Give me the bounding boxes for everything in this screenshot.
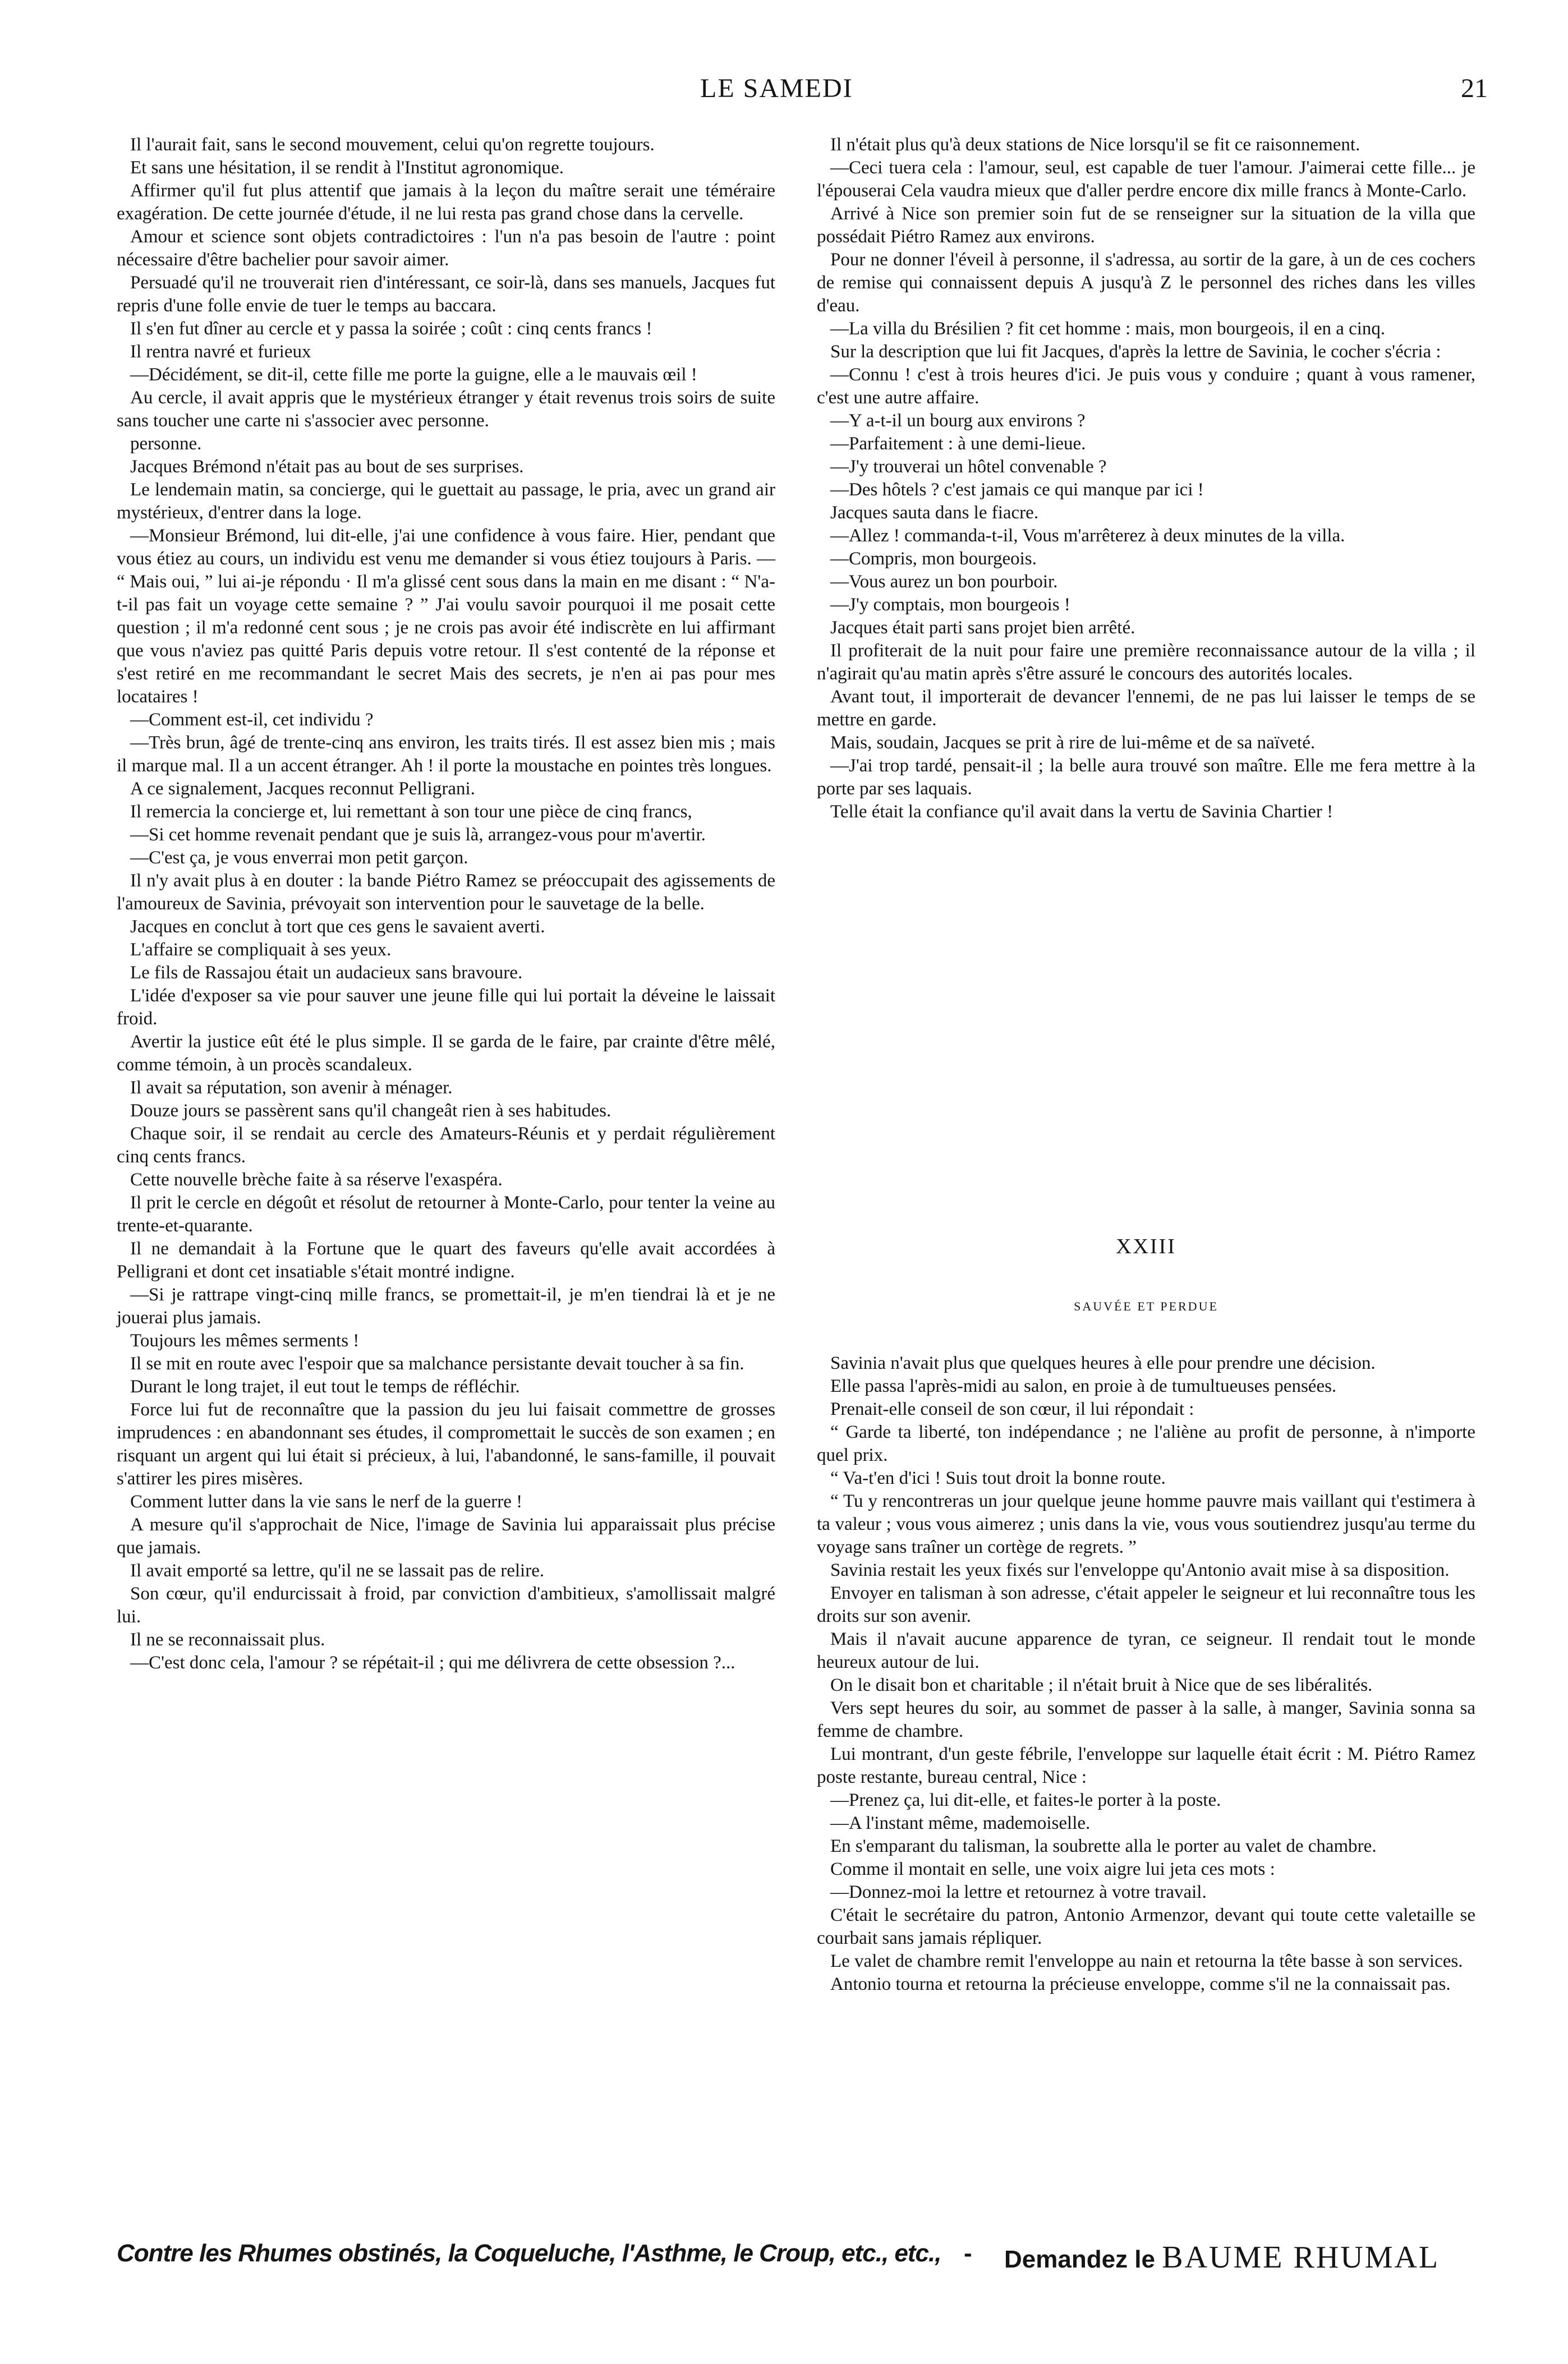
paragraph: En s'emparant du talisman, la soubrette alla le porter au valet de chambre. [830, 1836, 1377, 1856]
right-column-upper [817, 134, 1475, 824]
paragraph: Pour ne donner l'éveil à personne, il s'adressa, au sortir de la gare, à un de ces cochers de remise qui connaissent depuis A jusqu'à Z le personnel des riches dans les villes d'eau. [817, 250, 1475, 316]
paragraph: —La villa du Brésilien ? fit cet homme : mais, mon bourgeois, il en a cinq. [830, 319, 1386, 339]
chapter-title: SAUVÉE ET PERDUE [1074, 1299, 1218, 1313]
paragraph: Comment lutter dans la vie sans le nerf de la guerre ! [130, 1492, 523, 1512]
paragraph: L'idée d'exposer sa vie pour sauver une jeune fille qui lui portait la déveine le laissait froid. [117, 986, 775, 1029]
paragraph: Il l'aurait fait, sans le second mouvement, celui qu'on regrette toujours. [130, 135, 655, 155]
paragraph: Il ne demandait à la Fortune que le quart des faveurs qu'elle avait accordées à Pelligrani et dont cet insatiable s'était montré indigne. [117, 1239, 775, 1282]
paragraph: —Connu ! c'est à trois heures d'ici. Je puis vous y conduire ; quant à vous ramener, c'est une autre affaire. [817, 365, 1475, 408]
paragraph: —Prenez ça, lui dit-elle, et faites-le porter à la poste. [830, 1790, 1221, 1810]
paragraph: —Comment est-il, cet individu ? [130, 710, 374, 730]
paragraph: —J'y trouverai un hôtel convenable ? [830, 457, 1107, 477]
paragraph: Sur la description que lui fit Jacques, d'après la lettre de Savinia, le cocher s'écria : [830, 342, 1441, 362]
paragraph: Envoyer en talisman à son adresse, c'était appeler le seigneur et lui reconnaître tous les droits sur son avenir. [817, 1583, 1475, 1626]
paragraph: Il ne se reconnaissait plus. [130, 1630, 325, 1650]
paragraph: Il remercia la concierge et, lui remettant à son tour une pièce de cinq francs, [130, 802, 692, 822]
paragraph: Son cœur, qu'il endurcissait à froid, par conviction d'ambitieux, s'amollissait malgré lui. [117, 1584, 775, 1627]
paragraph: —Des hôtels ? c'est jamais ce qui manque par ici ! [830, 480, 1204, 500]
paragraph: Toujours les mêmes serments ! [130, 1331, 360, 1351]
paragraph: “ Tu y rencontreras un jour quelque jeune homme pauvre mais vaillant qui t'estimera à ta valeur ; vous vous aimerez ; unis dans la vie, vous vous soutiendrez jusqu'au terme du voyage sans traîner un cortège de regrets. ” [817, 1491, 1475, 1557]
paragraph: Comme il montait en selle, une voix aigre lui jeta ces mots : [830, 1859, 1275, 1879]
paragraph: —Y a-t-il un bourg aux environs ? [830, 411, 1086, 431]
paragraph: —Très brun, âgé de trente-cinq ans environ, les traits tirés. Il est assez bien mis ; mais il marque mal. Il a un accent étranger. Ah ! il porte la moustache en pointes très longues. [117, 733, 775, 776]
paragraph: Force lui fut de reconnaître que la passion du jeu lui faisait commettre de grosses imprudences : en abandonnant ses études, il compromettait le succès de son examen ; en risquant un argent qui lui était si précieux, à lui, l'abandonné, le sans-famille, il pouvait s'attirer les pires misères. [117, 1400, 775, 1489]
footer-ad-prefix: Demandez le [1004, 2246, 1155, 2273]
paragraph: Le valet de chambre remit l'enveloppe au nain et retourna la tête basse à son services. [830, 1951, 1463, 1971]
footer-ad-left: Contre les Rhumes obstinés, la Coqueluche, l'Asthme, le Croup, etc., etc., [117, 2239, 941, 2267]
paragraph: —Décidément, se dit-il, cette fille me porte la guigne, elle a le mauvais œil ! [130, 365, 697, 385]
paragraph: Lui montrant, d'un geste fébrile, l'enveloppe sur laquelle était écrit : M. Piétro Ramez poste restante, bureau central, Nice : [817, 1744, 1475, 1787]
paragraph: Et sans une hésitation, il se rendit à l'Institut agronomique. [130, 158, 564, 178]
paragraph: —Monsieur Brémond, lui dit-elle, j'ai une confidence à vous faire. Hier, pendant que vous étiez au cours, un individu est venu me demander si vous étiez toujours à Paris. — “ Mais oui, ” lui ai-je répondu · Il m'a glissé cent sous dans la main en me disant : “ N'a-t-il pas fait un voyage cette semaine ? ” J'ai voulu savoir pourquoi il me posait cette question ; il m'a redonné cent sous ; je ne crois pas avoir été indiscrète en lui affirmant que vous n'aviez pas quitté Paris depuis votre retour. Il s'est contenté de la réponse et s'est retiré en me recommandant le secret Mais des secrets, je n'en ai pas pour mes locataires ! [117, 526, 775, 707]
page-header-title: LE SAMEDI [700, 73, 853, 103]
paragraph: —Allez ! commanda-t-il, Vous m'arrêterez à deux minutes de la villa. [830, 526, 1345, 546]
paragraph: Jacques sauta dans le fiacre. [830, 503, 1039, 523]
paragraph: Jacques était parti sans projet bien arrêté. [830, 618, 1135, 638]
paragraph: —Si cet homme revenait pendant que je suis là, arrangez-vous pour m'avertir. [130, 825, 706, 845]
paragraph: Elle passa l'après-midi au salon, en proie à de tumultueuses pensées. [830, 1376, 1337, 1396]
paragraph: Il rentra navré et furieux [130, 342, 311, 362]
paragraph: Il s'en fut dîner au cercle et y passa la soirée ; coût : cinq cents francs ! [130, 319, 652, 339]
paragraph: personne. [130, 434, 202, 454]
paragraph: C'était le secrétaire du patron, Antonio Armenzor, devant qui toute cette valetaille se courbait sans jamais répliquer. [817, 1905, 1475, 1948]
paragraph: Mais il n'avait aucune apparence de tyran, ce seigneur. Il rendait tout le monde heureux autour de lui. [817, 1629, 1475, 1672]
paragraph: —J'ai trop tardé, pensait-il ; la belle aura trouvé son maître. Elle me fera mettre à la porte par ses laquais. [817, 756, 1475, 799]
chapter-number: XXIII [1116, 1235, 1176, 1258]
paragraph: Le fils de Rassajou était un audacieux sans bravoure. [130, 963, 523, 983]
paragraph: Telle était la confiance qu'il avait dans la vertu de Savinia Chartier ! [830, 802, 1334, 822]
paragraph: Il profiterait de la nuit pour faire une première reconnaissance autour de la villa ; il n'agirait qu'au matin après s'être assuré le concours des autorités locales. [817, 641, 1475, 684]
footer-ad-brand: BAUME RHUMAL [1162, 2240, 1440, 2275]
paragraph: —Parfaitement : à une demi-lieue. [830, 434, 1086, 454]
paragraph: Amour et science sont objets contradictoires : l'un n'a pas besoin de l'autre : point nécessaire d'être bachelier pour savoir aimer. [117, 227, 775, 270]
paragraph: Douze jours se passèrent sans qu'il changeât rien à ses habitudes. [130, 1101, 611, 1121]
footer-ad-right [1004, 2239, 1565, 2275]
paragraph: Persuadé qu'il ne trouverait rien d'intéressant, ce soir-là, dans ses manuels, Jacques fut repris d'une folle envie de tuer le temps au baccara. [117, 273, 775, 316]
paragraph: Il avait sa réputation, son avenir à ménager. [130, 1078, 453, 1098]
paragraph: Arrivé à Nice son premier soin fut de se renseigner sur la situation de la villa que possédait Piétro Ramez aux environs. [817, 204, 1475, 247]
paragraph: —C'est donc cela, l'amour ? se répétait-il ; qui me délivrera de cette obsession ?... [130, 1653, 735, 1673]
paragraph: —Ceci tuera cela : l'amour, seul, est capable de tuer l'amour. J'aimerai cette fille... je l'épouserai Cela vaudra mieux que d'aller perdre encore dix mille francs à Monte-Carlo. [817, 158, 1475, 201]
paragraph: Il se mit en route avec l'espoir que sa malchance persistante devait toucher à sa fin. [130, 1354, 744, 1374]
paragraph: Savinia restait les yeux fixés sur l'enveloppe qu'Antonio avait mise à sa disposition. [830, 1560, 1450, 1580]
paragraph: Avant tout, il importerait de devancer l'ennemi, de ne pas lui laisser le temps de se mettre en garde. [817, 687, 1475, 730]
paragraph: A ce signalement, Jacques reconnut Pelligrani. [130, 779, 475, 799]
paragraph: Il avait emporté sa lettre, qu'il ne se lassait pas de relire. [130, 1561, 545, 1581]
paragraph: —Donnez-moi la lettre et retournez à votre travail. [830, 1882, 1207, 1902]
paragraph: Jacques Brémond n'était pas au bout de ses surprises. [130, 457, 524, 477]
paragraph: Savinia n'avait plus que quelques heures à elle pour prendre une décision. [830, 1353, 1376, 1373]
paragraph: Affirmer qu'il fut plus attentif que jamais à la leçon du maître serait une téméraire exagération. De cette journée d'étude, il ne lui resta pas grand chose dans la cervelle. [117, 181, 775, 224]
paragraph: —J'y comptais, mon bourgeois ! [830, 595, 1070, 615]
paragraph: —Vous aurez un bon pourboir. [830, 572, 1058, 592]
paragraph: —Compris, mon bourgeois. [830, 549, 1037, 569]
paragraph: Mais, soudain, Jacques se prit à rire de lui-même et de sa naïveté. [830, 733, 1316, 753]
paragraph: Chaque soir, il se rendait au cercle des Amateurs-Réunis et y perdait régulièrement cinq cents francs. [117, 1124, 775, 1167]
footer-ad-dash: - [964, 2239, 972, 2267]
right-column-lower [817, 1352, 1475, 1996]
paragraph: On le disait bon et charitable ; il n'était bruit à Nice que de ses libéralités. [830, 1675, 1373, 1695]
paragraph: —Si je rattrape vingt-cinq mille francs, se promettait-il, je m'en tiendrai là et je ne jouerai plus jamais. [117, 1285, 775, 1328]
paragraph: “ Garde ta liberté, ton indépendance ; ne l'aliène au profit de personne, à n'importe quel prix. [817, 1422, 1475, 1465]
paragraph: Il prit le cercle en dégoût et résolut de retourner à Monte-Carlo, pour tenter la veine au trente-et-quarante. [117, 1193, 775, 1236]
paragraph: “ Va-t'en d'ici ! Suis tout droit la bonne route. [830, 1468, 1166, 1488]
paragraph: Il n'était plus qu'à deux stations de Nice lorsqu'il se fit ce raisonnement. [830, 135, 1360, 155]
paragraph: Antonio tourna et retourna la précieuse enveloppe, comme s'il ne la connaissait pas. [830, 1974, 1451, 1994]
paragraph: Le lendemain matin, sa concierge, qui le guettait au passage, le pria, avec un grand air mystérieux, d'entrer dans la loge. [117, 480, 775, 523]
paragraph: A mesure qu'il s'approchait de Nice, l'image de Savinia lui apparaissait plus précise que jamais. [117, 1515, 775, 1558]
paragraph: Cette nouvelle brèche faite à sa réserve l'exaspéra. [130, 1170, 503, 1190]
paragraph: Avertir la justice eût été le plus simple. Il se garda de le faire, par crainte d'être mêlé, comme témoin, à un procès scandaleux. [117, 1032, 775, 1075]
paragraph: Durant le long trajet, il eut tout le temps de réfléchir. [130, 1377, 520, 1397]
paragraph: L'affaire se compliquait à ses yeux. [130, 940, 392, 960]
paragraph: Au cercle, il avait appris que le mystérieux étranger y était revenus trois soirs de suite sans toucher une carte ni s'associer avec personne. [117, 388, 775, 431]
page-number: 21 [1461, 73, 1488, 103]
left-column [117, 134, 775, 1675]
paragraph: Il n'y avait plus à en douter : la bande Piétro Ramez se préoccupait des agissements de l'amoureux de Savinia, prévoyait son intervention pour le sauvetage de la belle. [117, 871, 775, 914]
paragraph: —A l'instant même, mademoiselle. [830, 1813, 1091, 1833]
paragraph: Prenait-elle conseil de son cœur, il lui répondait : [830, 1399, 1194, 1419]
paragraph: Vers sept heures du soir, au sommet de passer à la salle, à manger, Savinia sonna sa femme de chambre. [817, 1698, 1475, 1741]
paragraph: —C'est ça, je vous enverrai mon petit garçon. [130, 848, 468, 868]
paragraph: Jacques en conclut à tort que ces gens le savaient averti. [130, 917, 545, 937]
